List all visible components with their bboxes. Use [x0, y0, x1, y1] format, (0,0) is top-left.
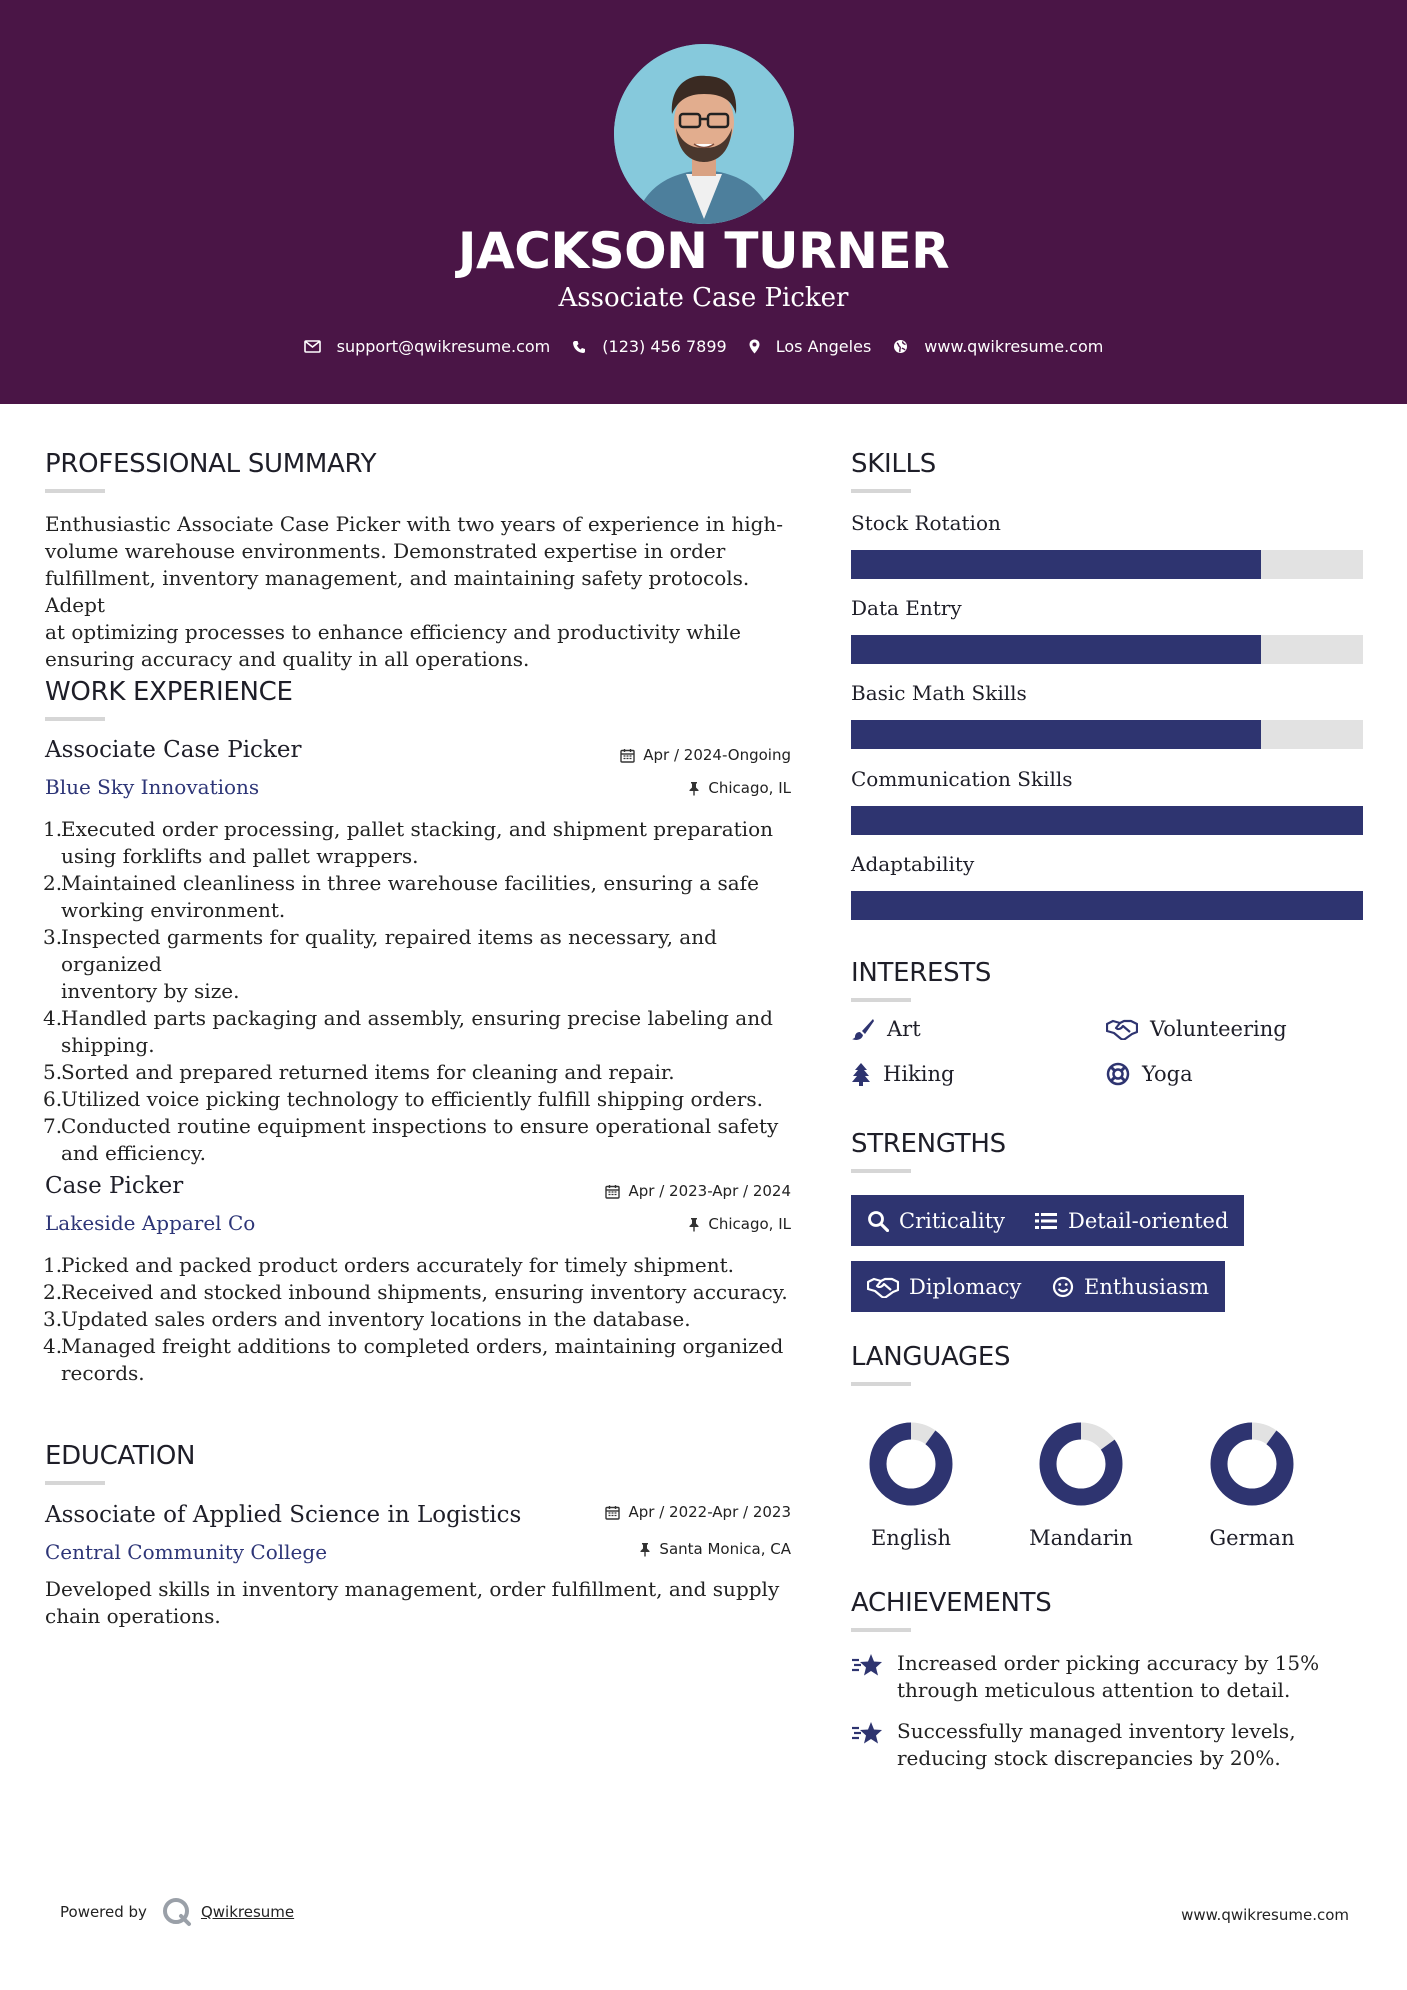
skill-bar-fill [851, 720, 1261, 749]
resume-header [0, 0, 1407, 404]
shooting-star-icon [851, 1652, 885, 1678]
brand-link[interactable]: Qwikresume [200, 1903, 295, 1921]
list-number: 4. [43, 1006, 63, 1030]
skill-name: Adaptability [851, 852, 975, 876]
list-item [43, 1252, 813, 1279]
candidate-title: Associate Case Picker [558, 283, 849, 313]
skill-bar [851, 720, 1363, 749]
calendar-icon [620, 748, 635, 763]
list-item [43, 924, 813, 1005]
language-name: English [870, 1526, 952, 1550]
contact-email[interactable] [304, 337, 551, 356]
interest-hiking [851, 1062, 954, 1086]
achievement-text [897, 1650, 1319, 1704]
list-item-line: and efficiency. [61, 1141, 206, 1165]
education-heading: EDUCATION [45, 1441, 196, 1471]
summary-line: ensuring accuracy and quality in all operations. [45, 647, 530, 671]
interest-label: Volunteering [1150, 1017, 1287, 1041]
achievement-item [851, 1718, 1296, 1772]
strength-label: Criticality [899, 1208, 1005, 1233]
powered-by-label: Powered by [60, 1903, 147, 1921]
contact-phone-text: (123) 456 7899 [602, 337, 727, 356]
language-name: German [1209, 1526, 1295, 1550]
contact-phone[interactable] [572, 337, 726, 356]
contact-website[interactable] [893, 337, 1103, 356]
list-number: 3. [43, 1307, 63, 1331]
summary-text [45, 511, 805, 673]
language-donut [867, 1420, 955, 1508]
list-item-line: using forklifts and pallet wrappers. [61, 844, 419, 868]
job-location [688, 1215, 791, 1233]
list-item-line: Updated sales orders and inventory locations in the database. [61, 1307, 691, 1331]
skill-name: Basic Math Skills [851, 681, 1027, 705]
globe-icon [893, 339, 908, 354]
strength-label: Enthusiasm [1084, 1274, 1210, 1299]
list-number: 1. [43, 817, 63, 841]
list-item-line: working environment. [61, 898, 286, 922]
language-item [1192, 1420, 1312, 1550]
list-item [43, 1279, 813, 1306]
list-item-line: Managed freight additions to completed orders, maintaining organized [61, 1334, 784, 1358]
education-line: chain operations. [45, 1604, 221, 1628]
language-donut-arc [1219, 1431, 1285, 1497]
education-location-text: Santa Monica, CA [659, 1540, 791, 1558]
list-number: 2. [43, 871, 63, 895]
degree-title: Associate of Applied Science in Logistics [45, 1502, 522, 1528]
education-description [45, 1576, 805, 1630]
achievement-item [851, 1650, 1319, 1704]
list-item-line: Received and stocked inbound shipments, ensuring inventory accuracy. [61, 1280, 788, 1304]
achievement-line: Increased order picking accuracy by 15% [897, 1651, 1320, 1675]
education-dates [605, 1503, 791, 1521]
strengths-heading: STRENGTHS [851, 1129, 1006, 1159]
company-name: Lakeside Apparel Co [45, 1211, 256, 1235]
skill-bar [851, 806, 1363, 835]
list-item-line: Conducted routine equipment inspections to ensure operational safety [61, 1114, 779, 1138]
smile-icon [1052, 1276, 1074, 1298]
qwikresume-logo-icon [161, 1896, 193, 1928]
strength-label: Diplomacy [909, 1274, 1022, 1299]
skill-bar-fill [851, 550, 1261, 579]
language-donut [1037, 1420, 1125, 1508]
interests-heading: INTERESTS [851, 958, 992, 988]
list-item [43, 1059, 813, 1086]
contact-website-text: www.qwikresume.com [924, 337, 1104, 356]
experience-heading-rule [45, 717, 105, 721]
paint-brush-icon [851, 1017, 875, 1041]
list-item-line: shipping. [61, 1033, 155, 1057]
language-donut-arc [878, 1431, 944, 1497]
list-item-line: Picked and packed product orders accurately for timely shipment. [61, 1253, 734, 1277]
list-item [43, 1306, 813, 1333]
strength-label: Detail-oriented [1068, 1208, 1229, 1233]
thumbtack-icon [688, 781, 700, 796]
achievement-text [897, 1718, 1296, 1772]
map-marker-icon [749, 339, 760, 354]
skill-bar [851, 550, 1363, 579]
education-location [639, 1540, 791, 1558]
company-name: Blue Sky Innovations [45, 775, 260, 799]
education-heading-rule [45, 1481, 105, 1485]
profile-photo [614, 44, 794, 224]
skill-bar [851, 635, 1363, 664]
list-icon [1034, 1211, 1058, 1231]
achievements-heading-rule [851, 1628, 911, 1632]
job-location [688, 779, 791, 797]
skill-bar-fill [851, 635, 1261, 664]
list-number: 1. [43, 1253, 63, 1277]
language-item [1021, 1420, 1141, 1550]
school-name: Central Community College [45, 1540, 328, 1564]
interest-label: Art [887, 1017, 921, 1041]
profile-photo-image [614, 44, 794, 224]
summary-heading-rule [45, 489, 105, 493]
languages-heading: LANGUAGES [851, 1342, 1011, 1372]
summary-line: Enthusiastic Associate Case Picker with two years of experience in high- [45, 512, 784, 536]
list-item-line: Inspected garments for quality, repaired items as necessary, and organized [61, 925, 717, 976]
calendar-icon [605, 1505, 620, 1520]
skill-bar-fill [851, 806, 1363, 835]
list-item [43, 870, 813, 924]
strength-tag [1036, 1261, 1225, 1312]
footer-url[interactable]: www.qwikresume.com [1181, 1906, 1349, 1924]
tree-icon [851, 1062, 871, 1086]
thumbtack-icon [639, 1542, 651, 1557]
interests-heading-rule [851, 998, 911, 1002]
achievement-line: Successfully managed inventory levels, [897, 1719, 1296, 1743]
envelope-icon [304, 340, 321, 353]
strengths-heading-rule [851, 1169, 911, 1173]
search-icon [867, 1210, 889, 1232]
calendar-icon [605, 1184, 620, 1199]
list-number: 2. [43, 1280, 63, 1304]
strength-tag [1018, 1195, 1244, 1246]
summary-line: volume warehouse environments. Demonstrated expertise in order [45, 539, 726, 563]
list-item [43, 1086, 813, 1113]
list-item-line: Maintained cleanliness in three warehouse facilities, ensuring a safe [61, 871, 759, 895]
job-location-text: Chicago, IL [708, 1215, 791, 1233]
contact-location [749, 337, 872, 356]
footer-powered-by [60, 1896, 294, 1928]
language-item [851, 1420, 971, 1550]
list-item-line: Executed order processing, pallet stacking, and shipment preparation [61, 817, 773, 841]
list-item [43, 1333, 813, 1387]
job-dates-text: Apr / 2023-Apr / 2024 [628, 1182, 791, 1200]
life-ring-icon [1106, 1062, 1130, 1086]
list-number: 4. [43, 1334, 63, 1358]
skill-name: Data Entry [851, 596, 962, 620]
list-number: 7. [43, 1114, 63, 1138]
list-number: 5. [43, 1060, 63, 1084]
list-number: 6. [43, 1087, 63, 1111]
job-duties-list [43, 816, 813, 1167]
education-dates-text: Apr / 2022-Apr / 2023 [628, 1503, 791, 1521]
list-item-line: Utilized voice picking technology to efficiently fulfill shipping orders. [61, 1087, 763, 1111]
list-number: 3. [43, 925, 63, 949]
list-item [43, 1005, 813, 1059]
language-donut [1208, 1420, 1296, 1508]
list-item-line: Handled parts packaging and assembly, ensuring precise labeling and [61, 1006, 773, 1030]
summary-heading: PROFESSIONAL SUMMARY [45, 449, 377, 479]
experience-heading: WORK EXPERIENCE [45, 677, 293, 707]
job-title: Case Picker [45, 1173, 184, 1199]
phone-icon [572, 340, 586, 354]
contact-location-text: Los Angeles [775, 337, 872, 356]
list-item-line: inventory by size. [61, 979, 240, 1003]
skills-heading: SKILLS [851, 449, 936, 479]
handshake-icon [1106, 1018, 1138, 1040]
interest-volunteering [1106, 1017, 1287, 1041]
handshake-icon [867, 1276, 899, 1298]
interest-label: Yoga [1142, 1062, 1193, 1086]
interest-label: Hiking [883, 1062, 955, 1086]
contact-email-text: support@qwikresume.com [336, 337, 551, 356]
job-duties-list [43, 1252, 813, 1387]
list-item [43, 1113, 813, 1167]
strength-tag [851, 1261, 1037, 1312]
list-item-line: records. [61, 1361, 145, 1385]
list-item-line: Sorted and prepared returned items for cleaning and repair. [61, 1060, 675, 1084]
strength-tag [851, 1195, 1021, 1246]
job-location-text: Chicago, IL [708, 779, 791, 797]
skill-name: Stock Rotation [851, 511, 1001, 535]
interest-art [851, 1017, 921, 1041]
thumbtack-icon [688, 1217, 700, 1232]
achievement-line: through meticulous attention to detail. [897, 1678, 1291, 1702]
job-dates [620, 746, 791, 764]
skill-bar-fill [851, 891, 1363, 920]
achievement-line: reducing stock discrepancies by 20%. [897, 1746, 1281, 1770]
list-item [43, 816, 813, 870]
interest-yoga [1106, 1062, 1193, 1086]
contact-bar [0, 337, 1407, 356]
shooting-star-icon [851, 1720, 885, 1746]
summary-line: fulfillment, inventory management, and maintaining safety protocols. Adept [45, 566, 750, 617]
skills-heading-rule [851, 489, 911, 493]
job-title: Associate Case Picker [45, 737, 302, 763]
language-name: Mandarin [1029, 1526, 1133, 1550]
job-dates [605, 1182, 791, 1200]
achievements-heading: ACHIEVEMENTS [851, 1588, 1052, 1618]
candidate-name: JACKSON TURNER [457, 222, 950, 280]
skill-bar [851, 891, 1363, 920]
education-line: Developed skills in inventory management, order fulfillment, and supply [45, 1577, 780, 1601]
job-dates-text: Apr / 2024-Ongoing [643, 746, 791, 764]
summary-line: at optimizing processes to enhance efficiency and productivity while [45, 620, 741, 644]
skill-name: Communication Skills [851, 767, 1073, 791]
languages-heading-rule [851, 1382, 911, 1386]
